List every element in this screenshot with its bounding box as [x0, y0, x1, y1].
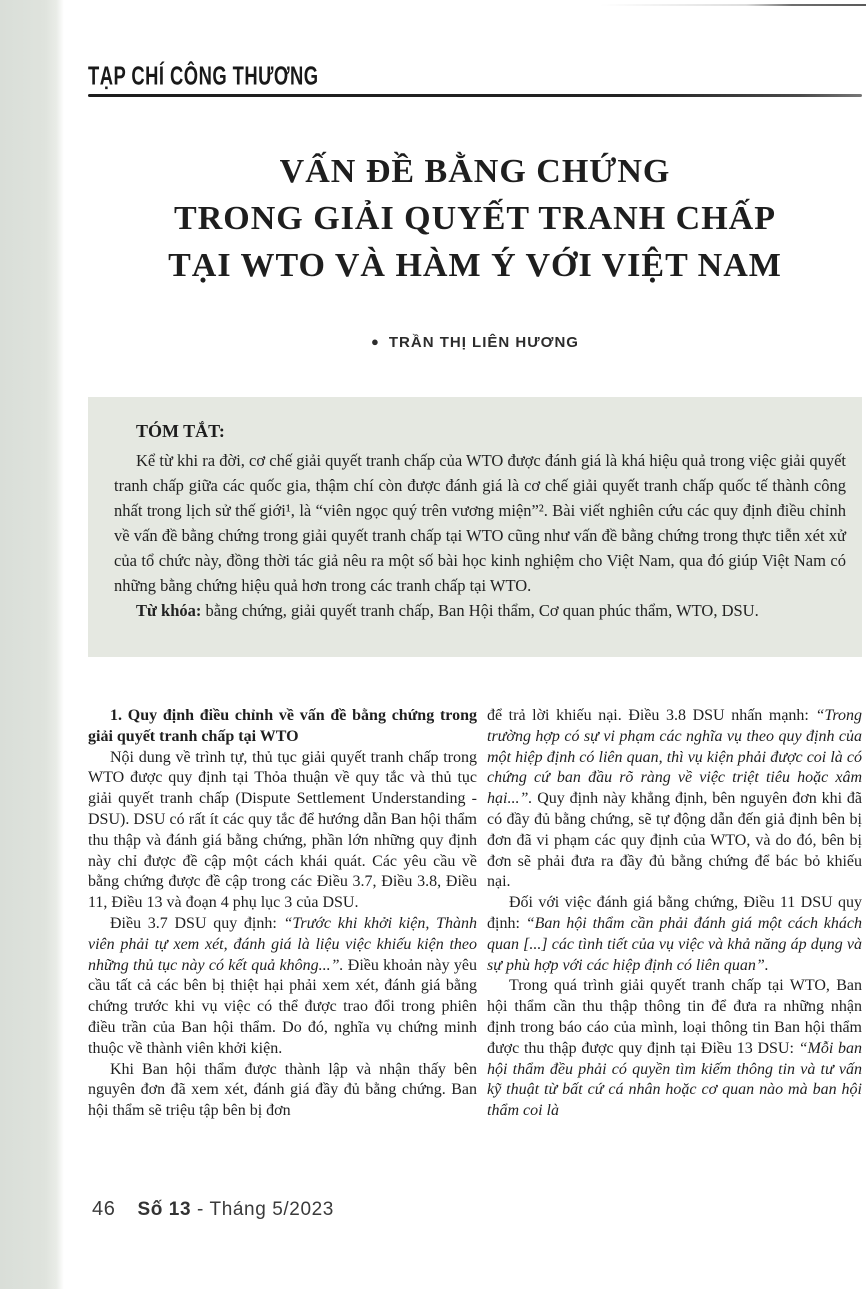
paragraph: Điều 3.7 DSU quy định: “Trước khi khởi kiện, Thành viên phải tự xem xét, đánh giá là liệu việc khiếu kiện theo những thủ tục này có kết quả không...”. Điều khoản này yêu cầu tất cả các bên bị thiệt hại phải xem xét, đánh giá bằng chứng trước khi vụ việc có thể được trao đổi trong phiên điều trần của Ban hội thẩm. Do đó, nghĩa vụ chứng minh thuộc về thành viên khởi kiện. — [88, 914, 478, 1057]
body-column-right — [487, 706, 862, 1122]
article-title — [88, 148, 862, 289]
scan-edge-strip — [0, 0, 64, 1289]
scan-artifact-line — [600, 4, 866, 6]
article-title-line-1: VẤN ĐỀ BẰNG CHỨNG — [279, 153, 671, 190]
abstract-text: Kể từ khi ra đời, cơ chế giải quyết tranh chấp của WTO được đánh giá là khá hiệu quả trong việc giải quyết tranh chấp giữa các quốc gia, thậm chí còn được đánh giá là cơ chế giải quyết tranh chấp quốc tế thành công nhất trong lịch sử thế giới¹, là “viên ngọc quý trên vương miện”². Bài viết nghiên cứu các quy định điều chỉnh về vấn đề bằng chứng trong giải quyết tranh chấp tại WTO cũng như vấn đề bằng chứng trong thực tiễn xét xử của tổ chức này, đồng thời tác giả nêu ra một số bài học kinh nghiệm cho Việt Nam, qua đó giúp Việt Nam có những bằng chứng hiệu quả hơn trong các tranh chấp tại WTO. — [114, 451, 846, 595]
paragraph: để trả lời khiếu nại. Điều 3.8 DSU nhấn mạnh: “Trong trường hợp có sự vi phạm các nghĩa vụ theo quy định của một hiệp định có liên quan, thì vụ kiện phải được coi là có chứng cứ ban đầu rõ ràng về việc triệt tiêu hoặc xâm hại...”. Quy định này khẳng định, bên nguyên đơn khi đã có đầy đủ bằng chứng, sẽ tự động dẫn đến giả định bên bị đơn đã vi phạm các quy định của WTO, và do đó, bên bị đơn sẽ phải đưa ra đầy đủ bằng chứng để bác bỏ khiếu nại. — [487, 707, 862, 891]
section-heading: 1. Quy định điều chỉnh về vấn đề bằng chứng trong giải quyết tranh chấp tại WTO — [88, 707, 477, 745]
footer-page-number: 46 — [92, 1198, 116, 1220]
author-line — [88, 334, 862, 351]
masthead-rule — [88, 94, 862, 97]
journal-masthead: TẠP CHÍ CÔNG THƯƠNG — [88, 62, 319, 92]
abstract-heading: TÓM TẮT: — [136, 421, 225, 441]
body-column-left — [88, 706, 477, 1122]
paragraph: Trong quá trình giải quyết tranh chấp tại WTO, Ban hội thẩm cần thu thập thông tin để đưa ra những nhận định trong báo cáo của mình, loại thông tin Ban hội thẩm được thu thập được quy định tại Điều 13 DSU: “Mỗi ban hội thẩm đều phải có quyền tìm kiếm thông tin và tư vấn kỹ thuật từ bất cứ cá nhân hoặc cơ quan nào mà ban hội thẩm coi là — [487, 977, 863, 1120]
body-columns — [88, 706, 862, 1122]
abstract-keywords: Từ khóa: bằng chứng, giải quyết tranh chấp, Ban Hội thẩm, Cơ quan phúc thẩm, WTO, DSU. — [136, 601, 759, 620]
page-footer — [92, 1198, 334, 1221]
article-title-line-2: TRONG GIẢI QUYẾT TRANH CHẤP — [174, 200, 776, 237]
article-title-line-3: TẠI WTO VÀ HÀM Ý VỚI VIỆT NAM — [168, 247, 782, 284]
paragraph: Đối với việc đánh giá bằng chứng, Điều 11 DSU quy định: “Ban hội thẩm cần phải đánh giá một cách khách quan [...] các tình tiết của vụ việc và khả năng áp dụng và sự phù hợp với các hiệp định có liên quan”. — [487, 894, 862, 974]
footer-issue-label: Số 13 — [137, 1199, 192, 1220]
footer-issue-date: - Tháng 5/2023 — [191, 1199, 334, 1220]
author-name: TRẦN THỊ LIÊN HƯƠNG — [388, 334, 579, 351]
author-bullet-icon: ● — [371, 334, 380, 349]
paragraph: Khi Ban hội thẩm được thành lập và nhận thấy bên nguyên đơn đã xem xét, đánh giá đầy đủ bằng chứng. Ban hội thẩm sẽ triệu tập bên bị đơn — [88, 1060, 477, 1120]
paragraph: Nội dung về trình tự, thủ tục giải quyết tranh chấp trong WTO được quy định tại Thỏa thuận về quy tắc và thủ tục giải quyết tranh chấp (Dispute Settlement Understanding - DSU). DSU có rất ít các quy tắc để hướng dẫn Ban hội thẩm thu thập và đánh giá bằng chứng, phần lớn những quy định này chỉ được đề cập một cách khái quát. Các yêu cầu về bằng chứng được đề cập trong các Điều 3.7, Điều 3.8, Điều 11, Điều 13 và đoạn 4 phụ lục 3 của DSU. — [88, 748, 477, 912]
abstract-box — [88, 397, 862, 657]
